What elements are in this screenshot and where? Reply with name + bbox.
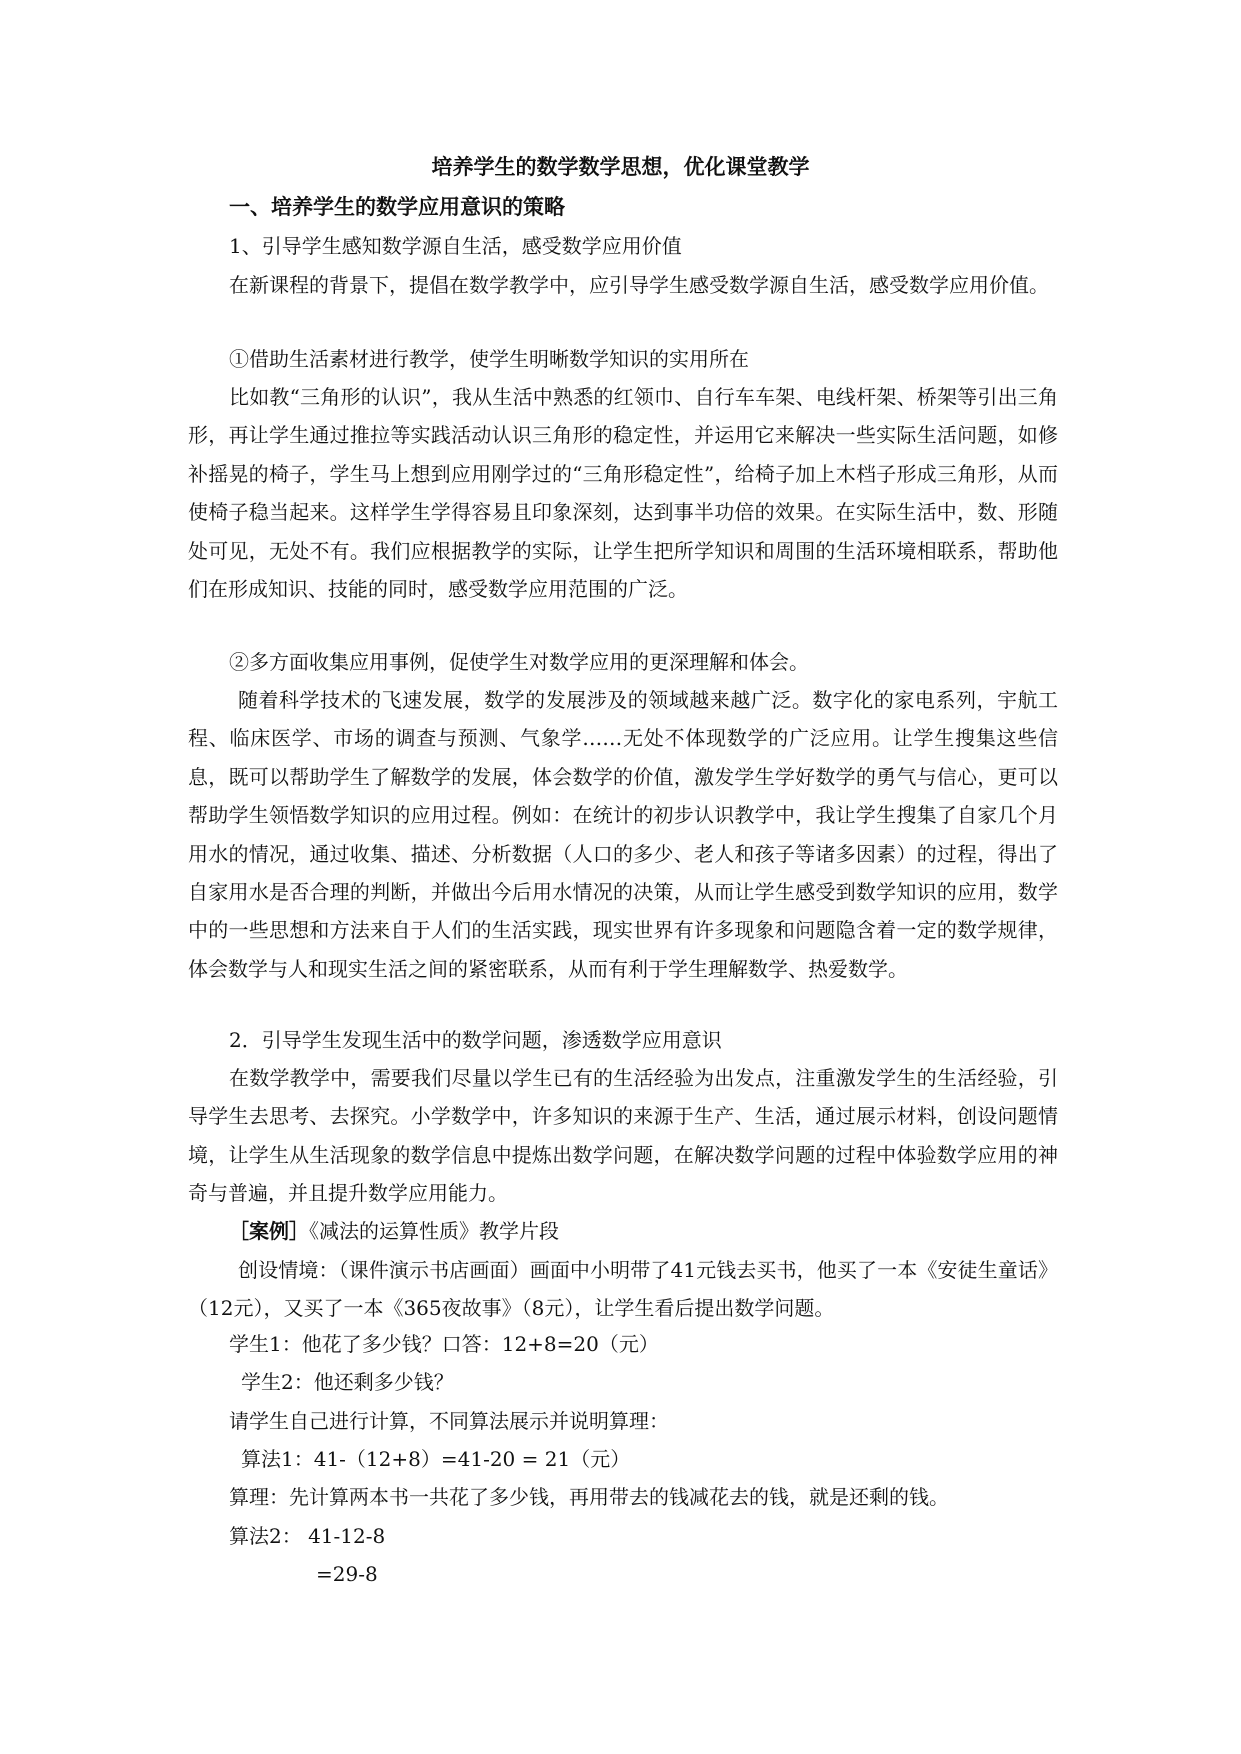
method-2-step: =29-8 xyxy=(316,1562,378,1586)
method-2-line: 算法2： 41-12-8 xyxy=(229,1524,386,1548)
method-1-line: 算法1：41-（12+8）=41-20 = 21（元） xyxy=(241,1447,631,1471)
paragraph-5: 创设情境：（课件演示书店画面）画面中小明带了41元钱去买书，他买了一本《安徒生童话》（12元），又买了一本《365夜故事》（8元），让学生看后提出数学问题。 xyxy=(188,1258,1058,1321)
student-1-line: 学生1：他花了多少钱？口答：12+8=20（元） xyxy=(229,1332,659,1356)
point-1: ①借助生活素材进行教学，使学生明晰数学知识的实用所在 xyxy=(229,347,749,371)
paragraph-3: 随着科学技术的飞速发展，数学的发展涉及的领域越来越广泛。数字化的家电系列，宇航工程、临床医学、市场的调查与预测、气象学……无处不体现数学的广泛应用。让学生搜集这些信息，既可以帮助学生了解数学的发展，体会数学的价值，激发学生学好数学的勇气与信心，更可以帮助学生领悟数学知识的应用过程。例如：在统计的初步认识教学中，我让学生搜集了自家几个月用水的情况，通过收集、描述、分析数据（人口的多少、老人和孩子等诸多因素）的过程，得出了自家用水是否合理的判断，并做出今后用水情况的决策，从而让学生感受到数学知识的应用，数学中的一些思想和方法来自于人们的生活实践，现实世界有许多现象和问题隐含着一定的数学规律，体会数学与人和现实生活之间的紧密联系，从而有利于学生理解数学、热爱数学。 xyxy=(188,688,1058,981)
paragraph-4: 在数学教学中，需要我们尽量以学生已有的生活经验为出发点，注重激发学生的生活经验，引导学生去思考、去探究。小学数学中，许多知识的来源于生产、生活，通过展示材料，创设问题情境，让学生从生活现象的数学信息中提炼出数学问题，在解决数学问题的过程中体验数学应用的神奇与普遍，并且提升数学应用能力。 xyxy=(188,1066,1058,1206)
page-title: 培养学生的数学数学思想，优化课堂教学 xyxy=(431,155,810,179)
subheading-1: 1、引导学生感知数学源自生活，感受数学应用价值 xyxy=(229,234,682,258)
case-heading xyxy=(229,1216,559,1246)
case-tag: ［案例］ xyxy=(229,1219,309,1243)
paragraph-1: 在新课程的背景下，提倡在数学教学中，应引导学生感受数学源自生活，感受数学应用价值。 xyxy=(229,273,1049,297)
instruction-line: 请学生自己进行计算，不同算法展示并说明算理： xyxy=(229,1409,669,1433)
case-title: 《减法的运算性质》教学片段 xyxy=(309,1219,559,1243)
section-heading: 一、培养学生的数学应用意识的策略 xyxy=(229,195,565,219)
point-2: ②多方面收集应用事例，促使学生对数学应用的更深理解和体会。 xyxy=(229,650,809,674)
paragraph-2: 比如教“三角形的认识”，我从生活中熟悉的红领巾、自行车车架、电线杆架、桥架等引出三角形，再让学生通过推拉等实践活动认识三角形的稳定性，并运用它来解决一些实际生活问题，如修补摇晃的椅子，学生马上想到应用刚学过的“三角形稳定性”，给椅子加上木档子形成三角形，从而使椅子稳当起来。这样学生学得容易且印象深刻，达到事半功倍的效果。在实际生活中，数、形随处可见，无处不有。我们应根据教学的实际，让学生把所学知识和周围的生活环境相联系，帮助他们在形成知识、技能的同时，感受数学应用范围的广泛。 xyxy=(188,385,1058,602)
reasoning-1-line: 算理：先计算两本书一共花了多少钱，再用带去的钱减花去的钱，就是还剩的钱。 xyxy=(229,1485,949,1509)
student-2-line: 学生2：他还剩多少钱？ xyxy=(241,1370,454,1394)
subheading-2: 2．引导学生发现生活中的数学问题，渗透数学应用意识 xyxy=(229,1028,722,1052)
